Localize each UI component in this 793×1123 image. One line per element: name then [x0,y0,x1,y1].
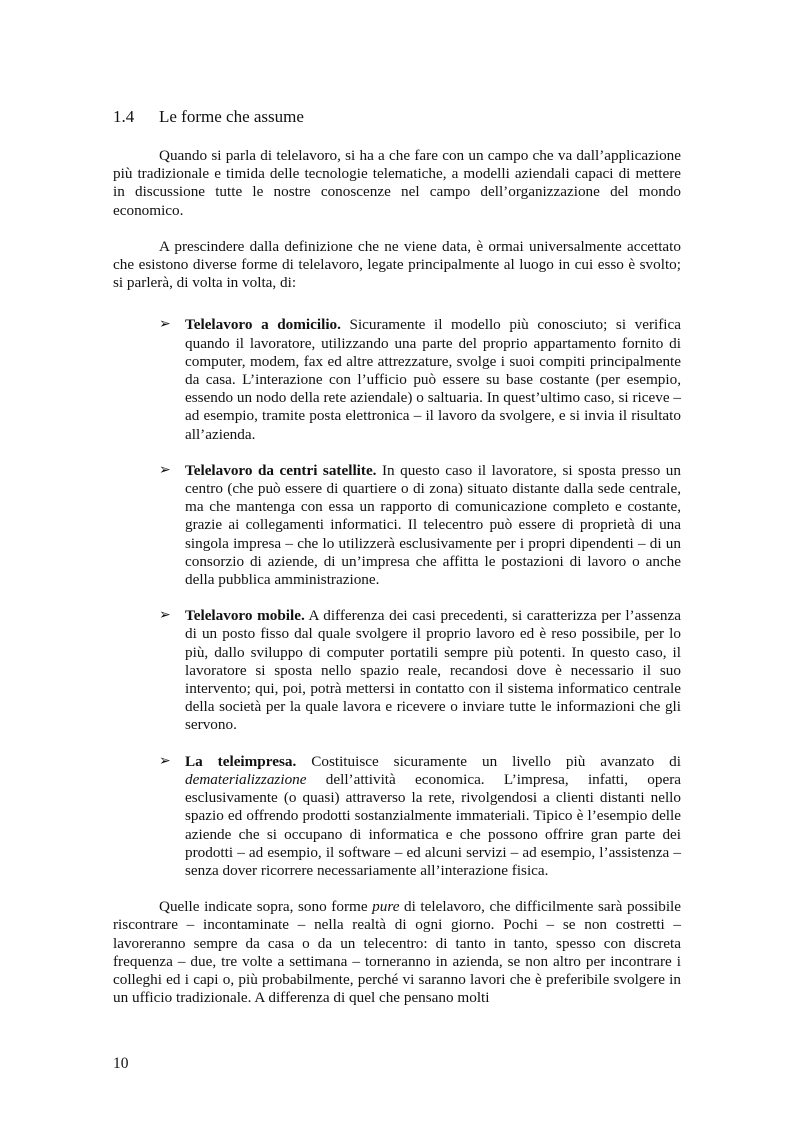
list-item-emphasis: dematerializzazione [185,770,307,788]
section-title: Le forme che assume [159,107,304,126]
list-item-text: dell’attività economica. L’impresa, infatti, opera esclusivamente (o quasi) attraverso la rete, rivolgendosi a clienti distanti nello spazio ed offrendo prodotti sostanzialmente immateriali. Tipico è l’esempio delle aziende che si occupano di informatica e che possono offrire gran parte dei prodotti – ad esempio, il software – ed alcuni servizi – ad esempio, l’assistenza – senza dover ricorrere necessariamente all’interazione fisica. [185,770,681,879]
list-item-title: Telelavoro da centri satellite. [185,461,377,479]
closing-emphasis: pure [372,898,400,916]
arrow-bullet-icon: ➢ [159,753,171,769]
list-item-text: A differenza dei casi precedenti, si caratterizza per l’assenza di un posto fisso dal quale svolgere il proprio lavoro ed è reso possibile, per lo più, dallo sviluppo di computer portatili sempre più potenti. In questo caso, il lavoratore si sposta nello spazio reale, recandosi dove è necessario il suo intervento; qui, poi, potrà mettersi in contatto con il sistema informatico centrale della società per la quale lavora e ricevere o inviare tutte le informazioni che gli servono. [185,607,681,734]
list-item-satellite [113,462,681,589]
section-number: 1.4 [113,107,135,126]
list-item-text: In questo caso il lavoratore, si sposta presso un centro (che può essere di quartiere o di zona) situato distante dalla sede centrale, ma che mantenga con essa un rapporto di comunicazione completo e costante, grazie ai collegamenti informatici. Il telecentro può essere di proprietà di una singola impresa – che lo utilizzerà esclusivamente per i propri dipendenti – di un consorzio di aziende, di un’impresa che affitta le postazioni di lavoro o anche della pubblica amministrazione. [185,461,681,589]
list-item-text: Costituisce sicuramente un livello più avanzato di [296,752,681,770]
page-number: 10 [113,1055,129,1072]
body-text [113,147,681,1007]
list-item-home [113,316,681,443]
forms-list [113,316,681,880]
list-item-mobile [113,607,681,734]
arrow-bullet-icon: ➢ [159,317,171,333]
list-item-text: Sicuramente il modello più conosciuto; si verifica quando il lavoratore, utilizzando una parte del proprio appartamento fornito di computer, modem, fax ed altre attrezzature, svolge i suoi compiti principalmente da casa. L’interazione con l’ufficio può essere su base costante (per esempio, essendo un nodo della rete aziendale) o saltuaria. In quest’ultimo caso, si riceve – ad esempio, tramite posta elettronica – il lavoro da svolgere, e si invia il risultato all’azienda. [185,316,681,443]
closing-text: Quelle indicate sopra, sono forme [159,898,373,916]
arrow-bullet-icon: ➢ [159,462,171,478]
paragraph-closing [113,898,681,1007]
arrow-bullet-icon: ➢ [159,608,171,624]
paragraph-forms: A prescindere dalla definizione che ne viene data, è ormai universalmente accettato che esistono diverse forme di telelavoro, legate principalmente al luogo in cui esso è svolto; si parlerà, di volta in volta, di: [113,237,681,292]
list-item-title: La teleimpresa. [185,752,297,770]
list-item-title: Telelavoro mobile. [185,607,305,625]
list-item-teleimpresa [113,753,681,880]
list-item-title: Telelavoro a domicilio. [185,316,341,334]
section-heading [113,106,304,128]
paragraph-intro: Quando si parla di telelavoro, si ha a che fare con un campo che va dall’applicazione più tradizionale e timida delle tecnologie telematiche, a modelli aziendali capaci di mettere in discussione tutte le nostre conoscenze nel campo dell’organizzazione del mondo economico. [113,147,681,219]
closing-text: di telelavoro, che difficilmente sarà possibile riscontrare – incontaminate – nella realtà di ogni giorno. Pochi – se non costretti – lavoreranno sempre da casa o da un telecentro: di tanto in tanto, spesso con discreta frequenza – due, tre volte a settimana – torneranno in azienda, se non altro per incontrare i colleghi ed i capi o, più probabilmente, perché vi saranno lavori che è preferibile svolgere in un ufficio tradizionale. A differenza di quel che pensano molti [113,898,681,1007]
